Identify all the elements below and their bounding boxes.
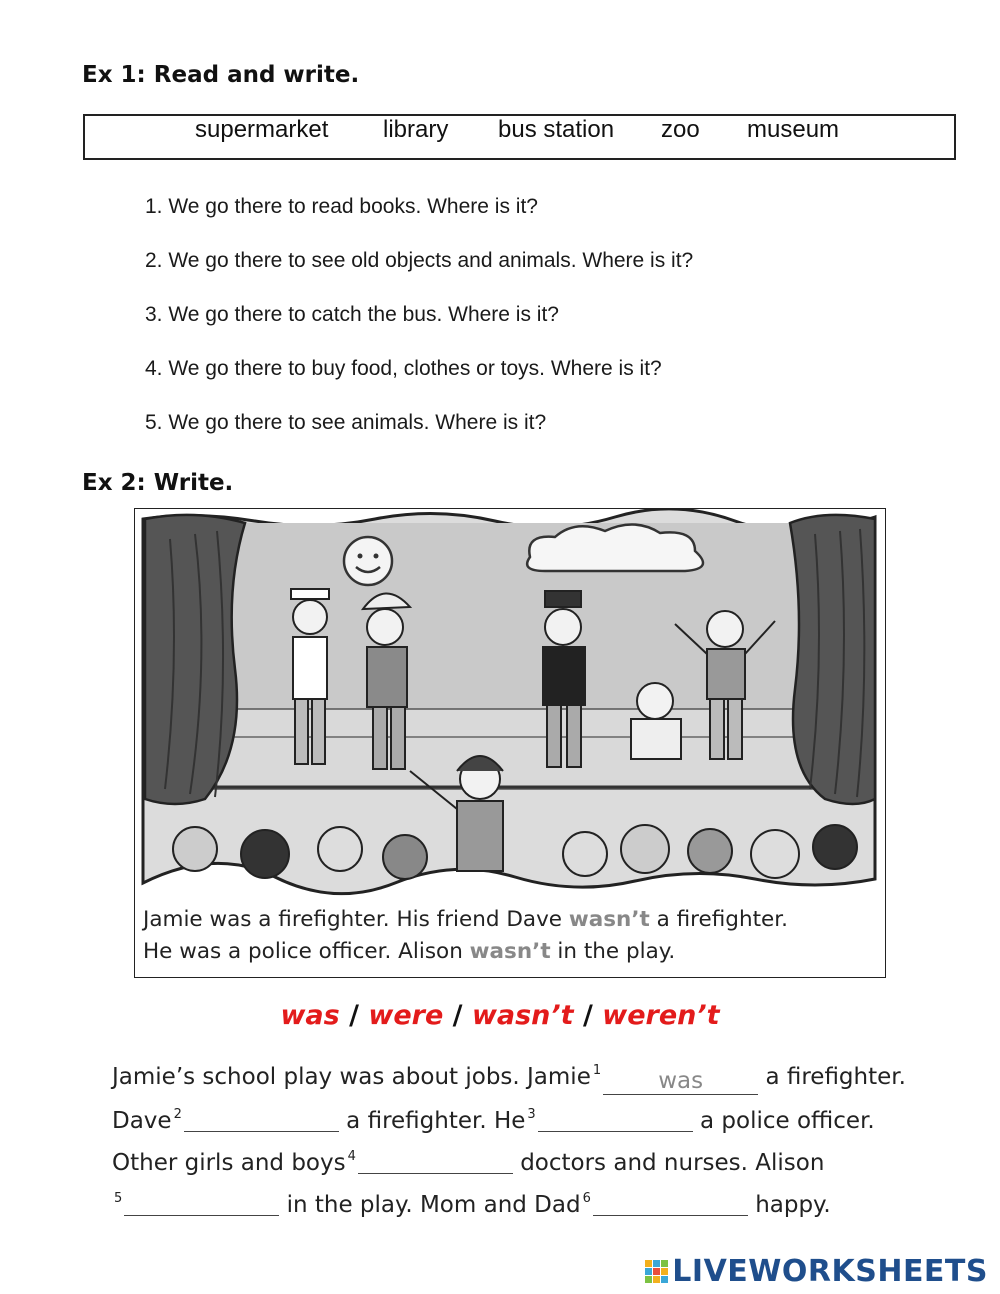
sun-icon	[344, 537, 392, 585]
school-play-picture	[134, 508, 886, 978]
answer-blank-3[interactable]	[538, 1105, 693, 1132]
word-bank-item: bus station	[498, 116, 615, 143]
answer-blank-1[interactable]: was	[603, 1068, 758, 1095]
word-bank-item: museum	[747, 116, 840, 143]
paragraph-line-2: Dave $^2$ a firefighter. He $^3$ a police officer.	[112, 1107, 875, 1134]
question-4: 4. We go there to buy food, clothes or toys. Where is it?	[145, 357, 662, 380]
word-bank-item: zoo	[661, 116, 700, 143]
ex2-title: Ex 2: Write.	[82, 470, 234, 496]
ex1-title: Ex 1: Read and write.	[82, 62, 360, 88]
word-bank-item: library	[383, 116, 449, 143]
answer-blank-5[interactable]	[124, 1189, 279, 1216]
choice-werent: weren’t	[602, 1000, 720, 1031]
paragraph-line-3: Other girls and boys $^4$ doctors and nurses. Alison	[112, 1149, 825, 1176]
choice-were: were	[368, 1000, 444, 1031]
word-bank-item: supermarket	[195, 116, 329, 143]
question-5: 5. We go there to see animals. Where is it?	[145, 411, 547, 434]
answer-blank-4[interactable]	[358, 1147, 513, 1174]
caption-line-1: Jamie was a firefighter. His friend Dave wasn’t a firefighter.	[143, 907, 788, 932]
liveworksheets-logo	[645, 1254, 988, 1289]
paragraph-line-1: Jamie’s school play was about jobs. Jamie $^1$ was a firefighter.	[112, 1063, 906, 1094]
question-3: 3. We go there to catch the bus. Where is it?	[145, 303, 559, 326]
question-2: 2. We go there to see old objects and animals. Where is it?	[145, 249, 694, 272]
choice-was: was	[280, 1000, 340, 1031]
answer-blank-6[interactable]	[593, 1189, 748, 1216]
logo-grid-icon	[645, 1260, 669, 1284]
stage-illustration	[135, 509, 884, 899]
answer-blank-2[interactable]	[184, 1105, 339, 1132]
choice-options: was / were / wasn’t / weren’t	[280, 1000, 720, 1031]
caption-line-2: He was a police officer. Alison wasn’t in the play.	[143, 939, 676, 964]
paragraph-line-4: $^5$ in the play. Mom and Dad $^6$ happy.	[114, 1191, 831, 1218]
logo-text: LIVEWORKSHEETS	[672, 1254, 988, 1289]
choice-wasnt: wasn’t	[471, 1000, 574, 1031]
question-1: 1. We go there to read books. Where is it?	[145, 195, 538, 218]
